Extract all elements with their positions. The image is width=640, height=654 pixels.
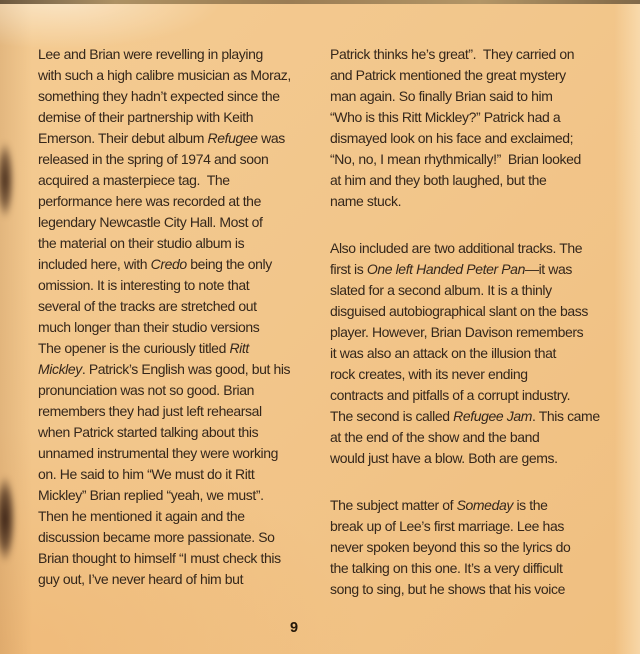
- body-text: first is: [330, 261, 367, 277]
- body-text: remembers they had just left rehearsal: [38, 403, 262, 419]
- text-line: [38, 548, 291, 569]
- body-text: the talking on this one. It’s a very difficult: [330, 560, 563, 576]
- body-text: at him and they both laughed, but the: [330, 172, 547, 188]
- title-italic-text: Mickley: [38, 361, 82, 377]
- body-text: Mickley” Brian replied “yeah, we must”.: [38, 487, 264, 503]
- text-line: [330, 516, 600, 537]
- text-line: [38, 86, 291, 107]
- body-text: would just have a blow. Both are gems.: [330, 450, 558, 466]
- text-line: [330, 406, 600, 427]
- body-text: Brian thought to himself “I must check this: [38, 550, 281, 566]
- body-text: rock creates, with its never ending: [330, 366, 528, 382]
- text-line: [38, 380, 291, 401]
- body-text: Emerson. Their debut album: [38, 130, 208, 146]
- text-line: [330, 44, 600, 65]
- body-text: name stuck.: [330, 193, 402, 209]
- body-text: Also included are two additional tracks. The: [330, 240, 583, 256]
- body-text: contracts and pitfalls of a corrupt industry.: [330, 387, 571, 403]
- text-line: [330, 65, 600, 86]
- text-line: [38, 338, 291, 359]
- body-text: much longer than their studio versions: [38, 319, 260, 335]
- text-line: [330, 537, 600, 558]
- text-line: [330, 448, 600, 469]
- text-line: [38, 65, 291, 86]
- body-text: player. However, Brian Davison remembers: [330, 324, 584, 340]
- text-line: [330, 579, 600, 600]
- body-text: Then he mentioned it again and the: [38, 508, 245, 524]
- text-line: [38, 359, 291, 380]
- body-text: included here, with: [38, 256, 151, 272]
- body-text: The subject matter of: [330, 497, 457, 513]
- body-text: when Patrick started talking about this: [38, 424, 259, 440]
- body-text: man again. So finally Brian said to him: [330, 88, 553, 104]
- body-text: at the end of the show and the band: [330, 429, 540, 445]
- body-text: slated for a second album. It is a thinly: [330, 282, 552, 298]
- text-line: [330, 191, 600, 212]
- body-text: omission. It is interesting to note that: [38, 277, 250, 293]
- text-line: [330, 364, 600, 385]
- body-text: with such a high calibre musician as Moraz,: [38, 67, 291, 83]
- body-text: break up of Lee’s first marriage. Lee has: [330, 518, 564, 534]
- body-text: is the: [512, 497, 548, 513]
- paragraph: [330, 238, 600, 469]
- text-line: [38, 149, 291, 170]
- body-text: it was also an attack on the illusion that: [330, 345, 557, 361]
- title-italic-text: Credo: [150, 256, 187, 272]
- text-line: [38, 443, 291, 464]
- body-text: “Who is this Ritt Mickley?” Patrick had a: [330, 109, 561, 125]
- body-text: disguised autobiographical slant on the bass: [330, 303, 588, 319]
- title-italic-text: Refugee: [207, 130, 258, 146]
- text-line: [38, 464, 291, 485]
- body-text: —it was: [524, 261, 572, 277]
- body-text: on. He said to him “We must do it Ritt: [38, 466, 255, 482]
- binding-shadow-bottom: [0, 458, 19, 580]
- text-line: [330, 427, 600, 448]
- paragraph: [38, 44, 291, 590]
- body-text: performance here was recorded at the: [38, 193, 261, 209]
- paragraph: [330, 44, 600, 212]
- text-line: [38, 485, 291, 506]
- text-line: [330, 238, 600, 259]
- body-text: released in the spring of 1974 and soon: [38, 151, 269, 167]
- body-text: several of the tracks are stretched out: [38, 298, 257, 314]
- text-column-left: [38, 44, 291, 590]
- body-text: song to sing, but he shows that his voice: [330, 581, 565, 597]
- text-line: [38, 212, 291, 233]
- text-line: [38, 233, 291, 254]
- body-text: acquired a masterpiece tag. The: [38, 172, 230, 188]
- text-line: [38, 401, 291, 422]
- body-text: The second is called: [330, 408, 454, 424]
- body-text: discussion became more passionate. So: [38, 529, 275, 545]
- text-line: [330, 280, 600, 301]
- title-italic-text: Someday: [456, 497, 513, 513]
- text-line: [38, 170, 291, 191]
- body-text: the material on their studio album is: [38, 235, 245, 251]
- body-text: pronunciation was not so good. Brian: [38, 382, 254, 398]
- text-line: [38, 296, 291, 317]
- text-line: [38, 422, 291, 443]
- text-line: [38, 569, 291, 590]
- text-line: [330, 495, 600, 516]
- title-italic-text: Refugee Jam: [453, 408, 532, 424]
- body-text: something they hadn’t expected since the: [38, 88, 280, 104]
- text-line: [38, 275, 291, 296]
- body-text: unnamed instrumental they were working: [38, 445, 279, 461]
- page-number: 9: [289, 620, 299, 636]
- body-text: guy out, I’ve never heard of him but: [38, 571, 244, 587]
- text-line: [330, 343, 600, 364]
- text-line: [38, 254, 291, 275]
- body-text: never spoken beyond this so the lyrics do: [330, 539, 571, 555]
- text-line: [330, 149, 600, 170]
- text-line: [330, 170, 600, 191]
- page-top-edge-shadow: [0, 0, 640, 4]
- text-line: [330, 86, 600, 107]
- text-line: [330, 301, 600, 322]
- body-text: Lee and Brian were revelling in playing: [38, 46, 263, 62]
- body-text: demise of their partnership with Keith: [38, 109, 254, 125]
- binding-shadow-top: [0, 126, 17, 234]
- text-column-right: [330, 44, 600, 600]
- paragraph: [330, 495, 600, 600]
- text-line: [330, 558, 600, 579]
- text-line: [38, 506, 291, 527]
- body-text: and Patrick mentioned the great mystery: [330, 67, 566, 83]
- text-line: [330, 385, 600, 406]
- body-text: The opener is the curiously titled: [38, 340, 230, 356]
- body-text: “No, no, I mean rhythmically!” Brian looked: [330, 151, 581, 167]
- body-text: dismayed look on his face and exclaimed;: [330, 130, 574, 146]
- text-line: [38, 44, 291, 65]
- title-italic-text: One left Handed Peter Pan: [366, 261, 525, 277]
- body-text: was: [257, 130, 285, 146]
- text-line: [38, 527, 291, 548]
- body-text: legendary Newcastle City Hall. Most of: [38, 214, 263, 230]
- body-text: Patrick thinks he’s great”. They carried on: [330, 46, 575, 62]
- text-line: [38, 317, 291, 338]
- text-line: [330, 322, 600, 343]
- text-line: [38, 191, 291, 212]
- body-text: being the only: [186, 256, 272, 272]
- text-line: [330, 107, 600, 128]
- body-text: . Patrick’s English was good, but his: [81, 361, 291, 377]
- text-line: [330, 259, 600, 280]
- text-line: [38, 128, 291, 149]
- text-line: [330, 128, 600, 149]
- body-text: . This came: [532, 408, 600, 424]
- text-line: [38, 107, 291, 128]
- title-italic-text: Ritt: [229, 340, 249, 356]
